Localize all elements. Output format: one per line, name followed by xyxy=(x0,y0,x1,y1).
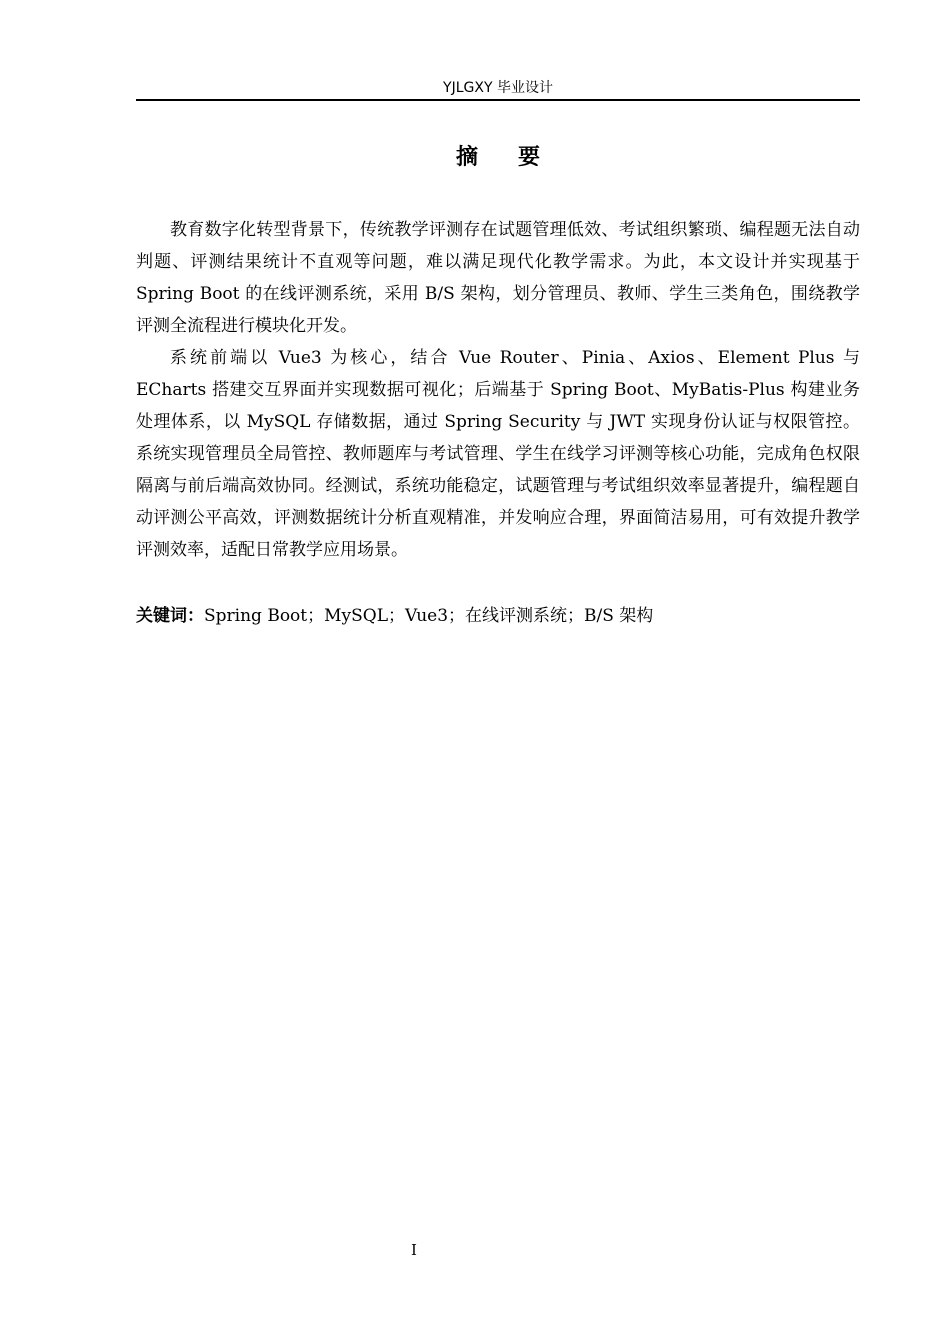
abstract-body xyxy=(136,214,860,566)
running-header: YJLGXY 毕业设计 xyxy=(443,80,553,96)
page-number: I xyxy=(411,1241,417,1259)
abstract-title: 摘要 xyxy=(455,145,580,170)
abstract-paragraph-2: 系统前端以 Vue3 为核心，结合 Vue Router、Pinia、Axios、Element Plus 与 ECharts 搭建交互界面并实现数据可视化；后端基于 Spring Boot、MyBatis-Plus 构建业务处理体系，以 MySQL 存储数据，通过 Spring Security 与 JWT 实现身份认证与权限管控。系统实现管理员全局管控、教师题库与考试管理、学生在线学习评测等核心功能，完成角色权限隔离与前后端高效协同。经测试，系统功能稳定，试题管理与考试组织效率显著提升，编程题自动评测公平高效，评测数据统计分析直观精准，并发响应合理，界面简洁易用，可有效提升教学评测效率，适配日常教学应用场景。 xyxy=(136,348,860,560)
header-rule xyxy=(136,99,860,101)
keywords-text: Spring Boot；MySQL；Vue3；在线评测系统；B/S 架构 xyxy=(204,606,654,626)
abstract-paragraph-1: 教育数字化转型背景下，传统教学评测存在试题管理低效、考试组织繁琐、编程题无法自动判题、评测结果统计不直观等问题，难以满足现代化教学需求。为此，本文设计并实现基于 Spring Boot 的在线评测系统，采用 B/S 架构，划分管理员、教师、学生三类角色，围绕教学评测全流程进行模块化开发。 xyxy=(136,220,860,336)
keywords-line xyxy=(136,600,860,632)
keywords-label: 关键词： xyxy=(136,606,204,626)
